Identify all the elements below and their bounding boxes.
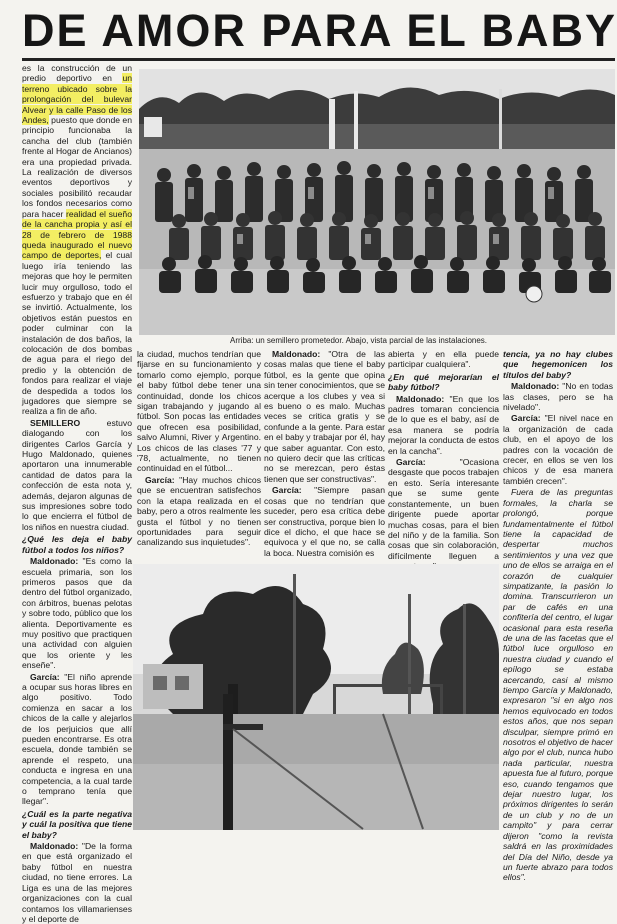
speaker-label: Maldonado: — [30, 841, 79, 852]
speaker-label: Maldonado: — [272, 349, 321, 359]
col1-text: estuvo dialogando con los dirigentes Carlos García y Hugo Maldonado, quienes aportaron una innumerable cantidad de datos para la confección de esta nota y, además, dejaron algunas de sus impresiones sobre todo lo que encierra el fútbol de los niños en nuestra ciudad. — [22, 417, 132, 532]
answer-text: "De la forma en que está organizado el baby fútbol en nuestra ciudad, no tiene errores. La Liga es una de las mejores organizaciones con la cual contamos los villamarienses y el deporte de — [22, 841, 132, 924]
interview-question: ¿Qué les deja el baby fútbol a todos los niños? — [22, 534, 132, 555]
answer-text: "Ocasiona desgaste que pocos trabajen en esto. Sería interesante que se sume gente constantemente, un buen dirigente puede aportar muchas cosas, para el bien del niño y de la familia. Son cosas que sin colaboración, difícilmente lleguen a — [388, 457, 499, 561]
answer-text: "En que los padres tomaran conciencia de lo que es el baby, así de esa manera se podría mejorar la conducta de estos en la cancha". — [388, 393, 499, 456]
closing-text: Fuera de las preguntas formales, la charla se prolongó, porque fundamentalmente el fútbol tiene la capacidad de despertar muchos sentimientos y una vez que uno de ellos se arraiga en el corazón de cualquier simpatizante, la pasión lo domina. Transcurrieron un par de cafés en una confitería del centro, el lugar ocasional para esta reseña de una de las facetas que el fútbol luce orgulloso en nuestra ciudad y cuando el epílogo se estaba acercando, casi al mismo tiempo García y Maldonado, expresaron "si en algo nos hemos equivocado en todos estos años, que nos sepan disculpar, siempre primó en nosotros el objetivo de hacer algo por el club, nunca hubo nada particular, nuestra apuesta fue al futuro, porque eso, cuando tengamos que dejar nuestro lugar, los próximos dirigentes lo serán de un club y no de un campito" y para cerrar dijeron "como la revista saldrá en las proximidades del Día del Niño, desde ya un fuerte abrazo para todos ellos". — [503, 487, 613, 883]
col4-text: abierta y en ella puede participar cualquiera". — [388, 349, 499, 370]
col1-text: es la construcción de un predio deportivo en — [22, 63, 132, 84]
col1-text: el cual luego iría teniendo las mejoras que hoy le permiten lucir muy orgulloso, todo el esfuerzo y trabajo que en él se invirtió. Actualmente, los objetivos están puestos en poder culminar con la instalación de dos baños, la colocación de dos bombas de agua para el riego del predio y la obtención de fondos para realizar el viaje de despedida a todos los jugadores que siempre se realiza a fin de año. — [22, 250, 132, 417]
article-column-4 — [388, 349, 499, 561]
answer-text: "El niño aprende a ocupar sus horas libres en algo positivo. Todo comienza en sacar a los chicos de la calle y alejarlos de los perjuicios que allí pueden encontrarse. Es otra escuela, donde también se aprende el respeto, una conducta e ingresa en una competencia, a la cual tarde o temprano tenía que llegar". — [22, 671, 132, 807]
answer-text: "Siempre pasan cosas que no tendrían que suceder, pero esa crítica debe ser constructiva, porque bien lo dice el dicho, el que hace se equivoca y el que no, se calla la boca. Nuestra comisión es — [264, 485, 385, 558]
speaker-label: García: — [272, 485, 302, 496]
col1-text: puesto que donde en principio funcionaba la cancha del club (también frente al Hogar de Ancianos) era una propiedad privada. La realización de diversos eventos deportivos y sociales posibilitó recaudar los fondos necesarios como para hacer — [22, 115, 132, 219]
answer-text: "Es como la escuela primaria, son los primeros pasos que da dentro del fútbol organizado, con árbitros, buenas pelotas y sobre todo, público que los alienta. Deportivamente es muy positivo que practiquen una actividad con alguien que los oriente y les enseñe". — [22, 556, 132, 671]
article-column-3 — [264, 349, 385, 561]
article-column-5 — [503, 349, 613, 883]
highlight-inauguration: realidad el sueño de la cancha propia y así el 28 de febrero de 1988 queda inaugurado el nuevo campo de deportes, — [22, 208, 132, 261]
interview-question: tencia, ya no hay clubes que hegemonicen los títulos del baby? — [503, 349, 613, 380]
interview-question: ¿En qué mejorarían el baby fútbol? — [388, 371, 499, 393]
field-photo — [133, 564, 499, 830]
team-photo — [139, 69, 615, 335]
article-column-2 — [137, 349, 261, 561]
answer-text: "Otra de las cosas malas que tiene el baby fútbol, es la gente que opina sin tener conocimientos, que se acerque a los clubes y vea si es bueno o es malo. Muchas veces se critica gratis y se confunde a la gente. Para estar en el baby y trabajar por él, hay que saber aguantar. Con esto, no quiero decir que las críticas no se merezcan, pero éstas tienen que ser constructivas". — [264, 349, 385, 484]
answer-text: "No en todas las clases, pero se ha nivelado". — [503, 381, 613, 413]
speaker-label: García: — [30, 671, 60, 682]
col2-text: la ciudad, muchos tendrían que fijarse en su funcionamiento y tomarlo como ejemplo, porque el baby fútbol debe tener una continuidad, donde los chicos sigan trabajando y jugando al fútbol. Son pocas las entidades que ofrecen esa posibilidad, salvo Alumni, River y Argentino. Los chicos de las clases '77 y '78, actualmente, no tienen continuidad en el fútbol... — [137, 349, 261, 474]
speaker-label: Maldonado: — [511, 381, 560, 392]
speaker-label: Maldonado: — [396, 393, 445, 404]
headline: DE AMOR PARA EL BABY — [22, 5, 617, 56]
interview-question: ¿Cuál es la parte negativa y cuál la positiva que tiene el baby? — [22, 808, 132, 840]
article-column-1 — [22, 63, 132, 924]
highlight-location: un terreno ubicado sobre la prolongación del bulevar Alvear y la calle Paso de los Andes, — [22, 73, 132, 126]
answer-text: "Hay muchos chicos que se encuentran satisfechos con la etapa realizada en el baby, pero a otros realmente les gusta el fútbol y no tienen oportunidades para seguir canalizando sus inquietudes". — [137, 474, 261, 548]
speaker-label: García: — [396, 457, 426, 468]
answer-text: "El nivel nace en la organización de cada club, en el apoyo de los padres con la vocación de crecer, en ellos se ven los chicos y de esa manera también crecen". — [503, 413, 613, 486]
speaker-label: Maldonado: — [30, 556, 79, 567]
speaker-label: García: — [145, 474, 175, 485]
speaker-label: García: — [511, 413, 541, 424]
publication-name: SEMILLERO — [30, 417, 81, 428]
headline-rule — [22, 58, 615, 61]
photo-caption: Arriba: un semillero prometedor. Abajo, vista parcial de las instalaciones. — [230, 336, 488, 345]
